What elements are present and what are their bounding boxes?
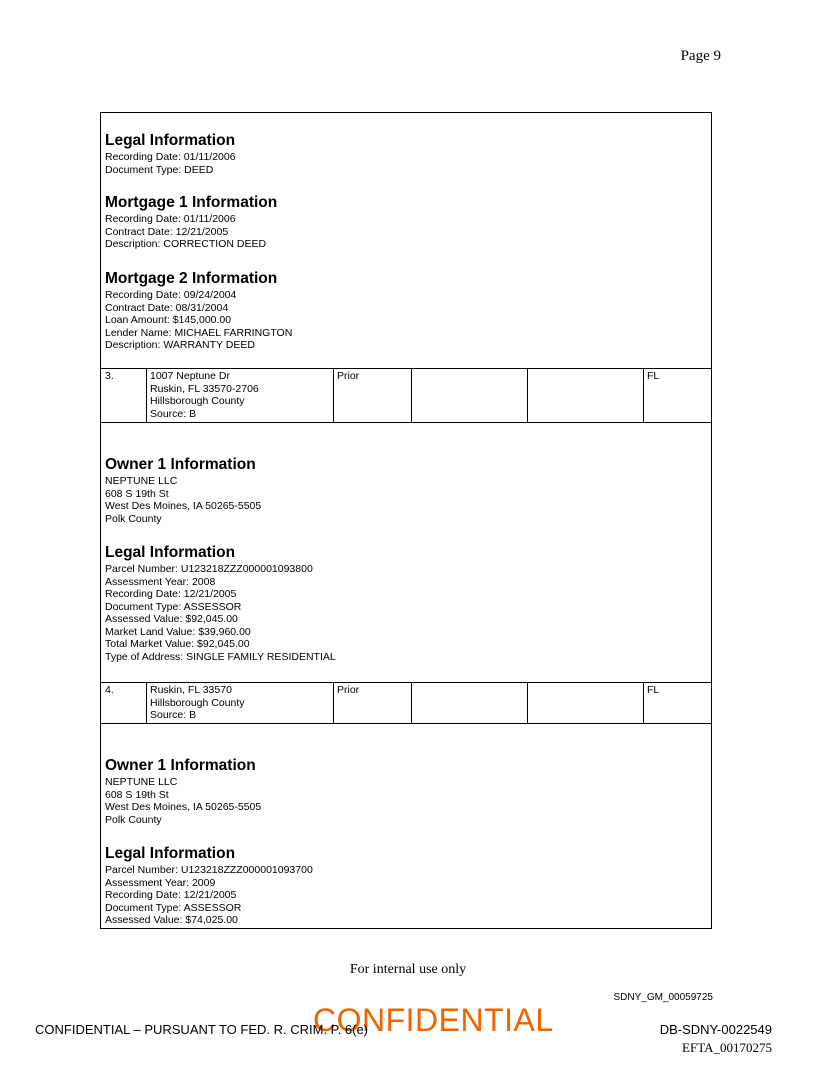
recording-date: Recording Date: 01/11/2006 bbox=[105, 213, 236, 225]
owner-city: West Des Moines, IA 50265-5505 bbox=[105, 801, 262, 813]
property-address bbox=[150, 684, 245, 722]
section-heading: Legal Information bbox=[105, 544, 236, 561]
total-market-value: Total Market Value: $92,045.00 bbox=[105, 638, 250, 650]
parcel-number: Parcel Number: U123218ZZZ000001093700 bbox=[105, 864, 313, 876]
property-address bbox=[150, 370, 259, 420]
legal-information-section bbox=[105, 845, 313, 927]
page-number: Page 9 bbox=[680, 48, 721, 64]
owner-name: NEPTUNE LLC bbox=[105, 776, 178, 788]
document-type: Document Type: ASSESSOR bbox=[105, 901, 242, 914]
owner-street: 608 S 19th St bbox=[105, 788, 169, 801]
confidential-stamp: CONFIDENTIAL bbox=[313, 1002, 554, 1038]
row-number: 3. bbox=[105, 370, 114, 382]
record-status: Prior bbox=[337, 684, 360, 696]
owner-1-section bbox=[105, 757, 261, 826]
column-divider bbox=[643, 682, 644, 723]
loan-amount: Loan Amount: $145,000.00 bbox=[105, 314, 232, 326]
market-land-value: Market Land Value: $39,960.00 bbox=[105, 625, 251, 638]
owner-1-section bbox=[105, 456, 261, 525]
assessment-year: Assessment Year: 2009 bbox=[105, 876, 216, 889]
efta-number: EFTA_00170275 bbox=[682, 1040, 772, 1055]
column-divider bbox=[333, 682, 334, 723]
bates-number-db: DB-SDNY-0022549 bbox=[659, 1022, 772, 1037]
parcel-number: Parcel Number: U123218ZZZ000001093800 bbox=[105, 563, 313, 575]
column-divider bbox=[146, 368, 147, 422]
mortgage-2-section bbox=[105, 270, 292, 352]
description: Description: WARRANTY DEED bbox=[105, 339, 255, 351]
recording-date: Recording Date: 01/11/2006 bbox=[105, 151, 236, 163]
address-line: Ruskin, FL 33570-2706 bbox=[150, 382, 259, 395]
description: Description: CORRECTION DEED bbox=[105, 238, 267, 250]
state: FL bbox=[647, 370, 660, 382]
address-line: Hillsborough County bbox=[150, 696, 245, 709]
divider bbox=[101, 723, 711, 724]
state: FL bbox=[647, 684, 660, 696]
owner-county: Polk County bbox=[105, 512, 162, 525]
section-heading: Legal Information bbox=[105, 132, 236, 149]
legal-information-section bbox=[105, 544, 336, 663]
record-status: Prior bbox=[337, 370, 360, 382]
owner-city: West Des Moines, IA 50265-5505 bbox=[105, 500, 262, 512]
assessed-value: Assessed Value: $92,045.00 bbox=[105, 613, 238, 625]
divider bbox=[101, 368, 711, 369]
column-divider bbox=[643, 368, 644, 422]
column-divider bbox=[527, 682, 528, 723]
divider bbox=[101, 422, 711, 423]
document-type: Document Type: DEED bbox=[105, 163, 214, 176]
column-divider bbox=[146, 682, 147, 723]
contract-date: Contract Date: 08/31/2004 bbox=[105, 301, 229, 314]
row-number: 4. bbox=[105, 684, 114, 696]
address-line: 1007 Neptune Dr bbox=[150, 370, 230, 382]
address-line: Ruskin, FL 33570 bbox=[150, 684, 232, 696]
section-heading: Mortgage 2 Information bbox=[105, 270, 278, 287]
address-line: Source: B bbox=[150, 709, 197, 721]
lender-name: Lender Name: MICHAEL FARRINGTON bbox=[105, 326, 293, 339]
section-heading: Owner 1 Information bbox=[105, 757, 256, 774]
mortgage-1-section bbox=[105, 194, 277, 251]
recording-date: Recording Date: 12/21/2005 bbox=[105, 588, 237, 600]
section-heading: Legal Information bbox=[105, 845, 236, 862]
type-of-address: Type of Address: SINGLE FAMILY RESIDENTIAL bbox=[105, 650, 336, 663]
owner-street: 608 S 19th St bbox=[105, 487, 169, 500]
section-heading: Mortgage 1 Information bbox=[105, 194, 278, 211]
confidentiality-legend: CONFIDENTIAL – PURSUANT TO FED. R. CRIM. P. 6(e) bbox=[35, 1022, 369, 1037]
column-divider bbox=[333, 368, 334, 422]
column-divider bbox=[411, 368, 412, 422]
column-divider bbox=[527, 368, 528, 422]
contract-date: Contract Date: 12/21/2005 bbox=[105, 225, 229, 238]
owner-name: NEPTUNE LLC bbox=[105, 475, 178, 487]
address-line: Hillsborough County bbox=[150, 395, 245, 407]
internal-use-notice: For internal use only bbox=[349, 962, 467, 977]
legal-information-section bbox=[105, 132, 236, 176]
section-heading: Owner 1 Information bbox=[105, 456, 256, 473]
bates-number-sdny-gm: SDNY_GM_00059725 bbox=[613, 992, 713, 1003]
owner-county: Polk County bbox=[105, 813, 162, 826]
document-type: Document Type: ASSESSOR bbox=[105, 600, 242, 613]
divider bbox=[101, 682, 711, 683]
assessed-value: Assessed Value: $74,025.00 bbox=[105, 914, 238, 926]
property-records-table bbox=[100, 112, 712, 929]
recording-date: Recording Date: 09/24/2004 bbox=[105, 289, 237, 301]
recording-date: Recording Date: 12/21/2005 bbox=[105, 889, 237, 901]
column-divider bbox=[411, 682, 412, 723]
assessment-year: Assessment Year: 2008 bbox=[105, 575, 216, 588]
address-line: Source: B bbox=[150, 407, 197, 420]
